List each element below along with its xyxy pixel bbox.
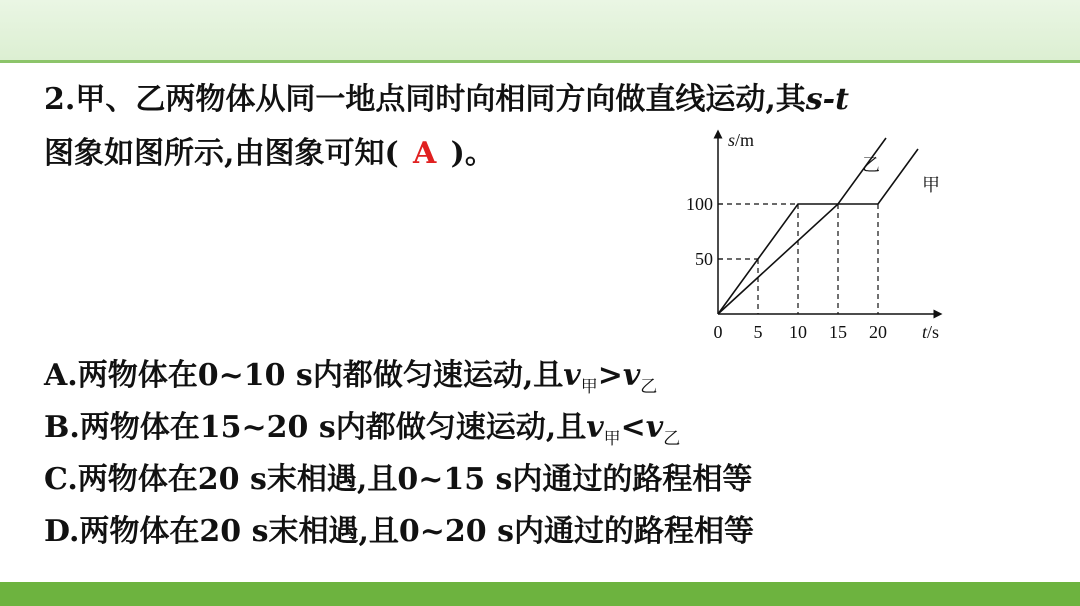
series-line-yi [718,138,886,314]
x-tick-label: 10 [789,322,807,342]
x-tick-label: 15 [829,322,847,342]
x-tick-label: 0 [713,322,723,342]
option-b[interactable] [44,408,680,459]
y-axis-label: s/m [728,130,755,150]
series-label-yi: 乙 [862,155,880,175]
footer-band [0,582,1080,606]
option-d-text: D.两物体在20 s末相遇,且0~20 s内通过的路程相等 [44,514,755,549]
question-line-1 [44,80,849,120]
y-tick-label: 50 [695,249,713,269]
x-tick-label: 20 [869,322,887,342]
answer-blank: A [413,136,437,171]
x-tick-label: 5 [753,322,763,342]
series-label-jia: 甲 [922,174,940,195]
option-a-v1: v [563,358,581,393]
question-line-2 [44,134,495,174]
option-a-sub1: 甲 [580,377,598,397]
y-tick-label: 100 [686,194,713,214]
series-line-jia [718,149,918,314]
option-b-sub2: 乙 [663,429,681,449]
option-b-op: < [620,410,646,445]
s-t-chart [670,124,960,354]
question-var: s-t [805,82,849,117]
option-b-v1: v [586,410,604,445]
option-b-text: B.两物体在15~20 s内都做匀速运动,且 [44,410,587,445]
header-band [0,0,1080,60]
option-a-sub2: 乙 [640,377,658,397]
option-a[interactable] [44,356,657,407]
option-c[interactable] [44,460,752,500]
option-d[interactable] [44,512,754,552]
option-b-v2: v [645,410,664,445]
option-a-op: > [597,358,623,393]
option-a-text: A.两物体在0~10 s内都做匀速运动,且 [44,358,564,393]
option-a-v2: v [622,358,641,393]
question-text-2: 图象如图所示,由图象可知( [44,136,399,171]
option-c-text: C.两物体在20 s末相遇,且0~15 s内通过的路程相等 [44,462,753,497]
x-axis-label: t/s [922,322,940,342]
question-number: 2. [44,82,76,117]
question-text: 甲、乙两物体从同一地点同时向相同方向做直线运动,其 [75,82,806,117]
header-rule [0,60,1080,63]
option-b-sub1: 甲 [603,429,621,449]
question-text-3: )。 [450,136,495,171]
